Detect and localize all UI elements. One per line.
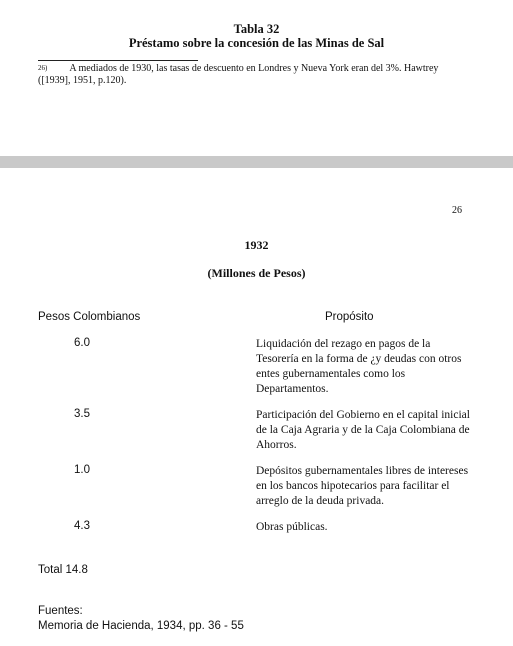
table-title: Préstamo sobre la concesión de las Minas de Sal [128, 36, 385, 50]
upper-page [0, 0, 513, 156]
page-number: 26 [452, 205, 462, 216]
sources-label: Fuentes: [38, 605, 83, 617]
page-separator [0, 156, 513, 168]
footnote-marker: 26) [38, 64, 48, 72]
table-year: 1932 [244, 238, 269, 252]
footnote-text-line2: ([1939], 1951, p.120). [38, 75, 127, 86]
footnote-text-line1: A mediados de 1930, las tasas de descuento en Londres y Nueva York eran del 3%. Hawtrey [69, 63, 439, 74]
row-purpose: Depósitos gubernamentales libres de intereses en los bancos hipotecarios para facilitar el arreglo de la deuda privada. [256, 465, 469, 507]
table-number: Tabla 32 [233, 22, 280, 36]
table-total: Total 14.8 [38, 564, 88, 576]
row-amount: 6.0 [74, 337, 90, 349]
row-purpose: Participación del Gobierno en el capital inicial de la Caja Agraria y de la Caja Colombiana de Ahorros. [256, 409, 470, 451]
row-amount: 1.0 [74, 464, 90, 476]
column-header-purpose: Propósito [325, 311, 374, 323]
sources-citation: Memoria de Hacienda, 1934, pp. 36 - 55 [38, 620, 244, 632]
footnote-divider [38, 60, 198, 61]
table-units: (Millones de Pesos) [207, 266, 306, 280]
row-purpose: Obras públicas. [256, 521, 328, 533]
row-amount: 4.3 [74, 520, 90, 532]
row-purpose: Liquidación del rezago en pagos de la Tesorería en la forma de ¿y deudas con otros entes gubernamentales como los Departamentos. [256, 338, 462, 395]
column-header-amount: Pesos Colombianos [38, 311, 141, 323]
row-amount: 3.5 [74, 408, 90, 420]
footnote [38, 63, 478, 87]
